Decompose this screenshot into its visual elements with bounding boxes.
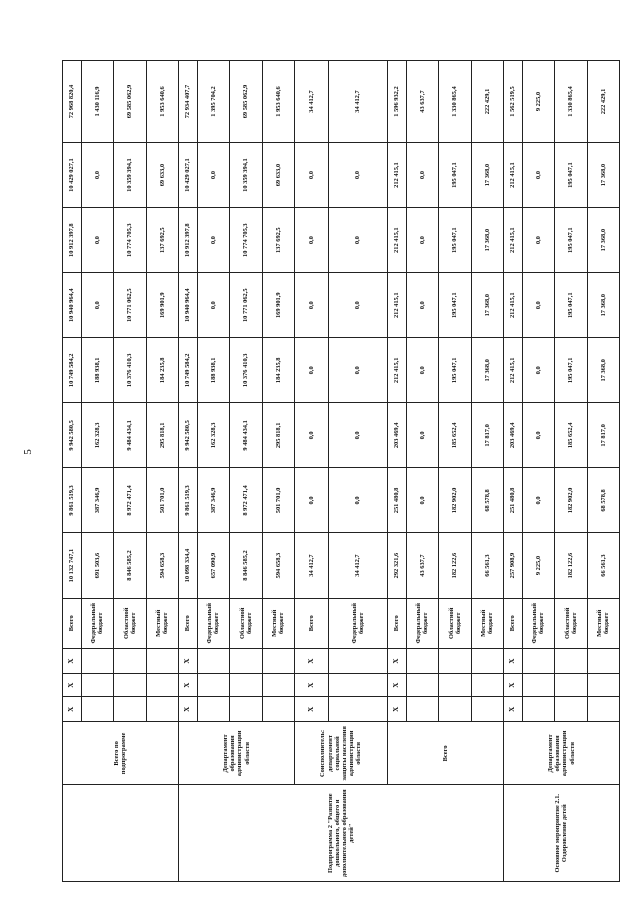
value-cell: 0,0 [294,208,328,273]
value-cell: 195 047,1 [439,143,471,208]
x-mark: X [388,674,407,697]
value-cell: 17 368,0 [587,143,619,208]
co-executor-social: Соисполнитель: департамент социальной защиты населения администрации области [294,722,387,785]
value-cell: 72 968 820,4 [63,61,82,143]
value-cell: 222 429,1 [471,61,503,143]
value-cell: 9 942 580,5 [178,403,197,468]
source-cell: Федеральный бюджет [522,598,554,648]
value-cell: 0,0 [294,338,328,403]
budget-table [62,60,620,882]
value-cell: 195 047,1 [439,208,471,273]
value-cell: 251 480,8 [388,468,407,533]
value-cell: 212 415,1 [503,338,522,403]
value-cell: 188 938,1 [197,338,229,403]
value-cell: 295 818,1 [262,403,294,468]
source-cell: Всего [178,598,197,648]
x-mark: X [294,674,328,697]
executor-dept-education: Департамент образования администрации области [503,722,619,785]
value-cell: 66 561,3 [471,533,503,598]
value-cell: 212 415,1 [503,208,522,273]
value-cell: 195 047,1 [555,208,587,273]
value-cell: 292 321,6 [388,533,407,598]
value-cell: 0,0 [294,273,328,338]
table-row [503,61,522,882]
subprogram-2-title: Подпрограмма 2 "Развитие дошкольного, общего и дополнительного образования детей" [178,785,503,882]
value-cell: 0,0 [328,403,387,468]
value-cell: 0,0 [406,338,438,403]
value-cell: 182 122,6 [439,533,471,598]
x-mark: X [178,648,197,673]
total-by-subprogram-label: Всего по подпрограмме [63,722,179,785]
value-cell: 68 578,8 [587,468,619,533]
value-cell: 0,0 [406,403,438,468]
value-cell: 10 749 584,2 [178,338,197,403]
source-cell: Федеральный бюджет [197,598,229,648]
value-cell: 203 469,4 [388,403,407,468]
value-cell: 17 368,0 [471,143,503,208]
value-cell: 185 652,4 [555,403,587,468]
page-number: 5 [22,449,34,455]
source-cell: Федеральный бюджет [328,598,387,648]
value-cell: 9 225,0 [522,533,554,598]
value-cell: 184 235,8 [262,338,294,403]
value-cell: 10 771 062,5 [114,273,146,338]
value-cell: 69 585 062,9 [114,61,146,143]
value-cell: 0,0 [406,143,438,208]
value-cell: 195 047,1 [555,273,587,338]
value-cell: 9 861 519,3 [178,468,197,533]
value-cell: 1 330 865,4 [439,61,471,143]
source-cell: Областной бюджет [439,598,471,648]
value-cell: 0,0 [522,468,554,533]
x-mark: X [63,674,82,697]
value-cell: 9 484 434,1 [230,403,262,468]
value-cell: 0,0 [81,143,113,208]
table-row [294,61,328,882]
value-cell: 501 701,0 [146,468,178,533]
value-cell: 0,0 [522,273,554,338]
value-cell: 34 412,7 [294,533,328,598]
value-cell: 69 633,0 [262,143,294,208]
source-cell: Местный бюджет [262,598,294,648]
value-cell: 34 412,7 [328,533,387,598]
value-cell: 72 934 407,7 [178,61,197,143]
value-cell: 10 774 705,3 [230,208,262,273]
value-cell: 212 415,1 [388,143,407,208]
budget-table-rotated [62,60,620,882]
value-cell: 0,0 [522,403,554,468]
value-cell: 387 346,9 [81,468,113,533]
value-cell: 10 912 397,8 [178,208,197,273]
value-cell: 10 132 747,1 [63,533,82,598]
x-mark: X [63,648,82,673]
value-cell: 17 817,0 [587,403,619,468]
value-cell: 0,0 [197,143,229,208]
x-mark: X [294,697,328,722]
value-cell: 162 328,3 [197,403,229,468]
value-cell: 17 368,0 [587,338,619,403]
value-cell: 69 585 062,9 [230,61,262,143]
value-cell: 9 861 519,3 [63,468,82,533]
value-cell: 10 359 394,1 [230,143,262,208]
value-cell: 594 658,3 [262,533,294,598]
value-cell: 169 901,9 [262,273,294,338]
value-cell: 17 817,0 [471,403,503,468]
value-cell: 594 658,3 [146,533,178,598]
x-mark: X [503,697,522,722]
value-cell: 137 692,5 [146,208,178,273]
value-cell: 0,0 [294,143,328,208]
value-cell: 295 818,1 [146,403,178,468]
source-cell: Областной бюджет [555,598,587,648]
value-cell: 17 368,0 [587,273,619,338]
value-cell: 0,0 [522,208,554,273]
value-cell: 43 637,7 [406,61,438,143]
value-cell: 188 938,1 [81,338,113,403]
value-cell: 251 480,8 [503,468,522,533]
value-cell: 0,0 [294,468,328,533]
value-cell: 10 429 027,1 [63,143,82,208]
value-cell: 68 578,8 [471,468,503,533]
source-cell: Местный бюджет [146,598,178,648]
value-cell: 0,0 [522,338,554,403]
value-cell: 10 912 397,8 [63,208,82,273]
value-cell: 34 412,7 [294,61,328,143]
value-cell: 10 771 062,5 [230,273,262,338]
value-cell: 212 415,1 [388,273,407,338]
value-cell: 169 901,9 [146,273,178,338]
x-mark: X [178,697,197,722]
value-cell: 9 942 580,5 [63,403,82,468]
x-mark: X [178,674,197,697]
value-cell: 8 846 585,2 [114,533,146,598]
value-cell: 66 561,3 [587,533,619,598]
value-cell: 212 415,1 [503,273,522,338]
value-cell: 195 047,1 [439,338,471,403]
source-cell: Всего [503,598,522,648]
value-cell: 182 902,0 [555,468,587,533]
source-cell: Федеральный бюджет [81,598,113,648]
x-mark: X [63,697,82,722]
value-cell: 0,0 [328,143,387,208]
value-cell: 0,0 [522,143,554,208]
value-cell: 212 415,1 [388,338,407,403]
value-cell: 17 368,0 [471,208,503,273]
value-cell: 0,0 [406,208,438,273]
source-cell: Всего [294,598,328,648]
value-cell: 10 359 394,1 [114,143,146,208]
value-cell: 137 692,5 [262,208,294,273]
value-cell: 10 774 705,3 [114,208,146,273]
x-mark: X [503,648,522,673]
value-cell: 195 047,1 [555,143,587,208]
value-cell: 8 846 585,2 [230,533,262,598]
value-cell: 69 633,0 [146,143,178,208]
value-cell: 0,0 [197,208,229,273]
value-cell: 10 940 964,4 [178,273,197,338]
executor-dept-education: Департамент образования администрации области [178,722,294,785]
value-cell: 1 430 116,9 [81,61,113,143]
value-cell: 184 235,8 [146,338,178,403]
value-cell: 34 412,7 [328,61,387,143]
main-activity-2-1-title: Основное мероприятие 2.1. Оздоровление детей [503,785,619,882]
source-cell: Всего [63,598,82,648]
value-cell: 10 429 027,1 [178,143,197,208]
x-mark: X [294,648,328,673]
value-cell: 10 749 584,2 [63,338,82,403]
value-cell: 162 328,3 [81,403,113,468]
value-cell: 0,0 [81,273,113,338]
source-cell: Всего [388,598,407,648]
value-cell: 10 098 334,4 [178,533,197,598]
value-cell: 43 637,7 [406,533,438,598]
value-cell: 0,0 [328,273,387,338]
value-cell: 212 415,1 [503,143,522,208]
value-cell: 195 047,1 [555,338,587,403]
x-mark: X [388,648,407,673]
value-cell: 182 122,6 [555,533,587,598]
value-cell: 203 469,4 [503,403,522,468]
x-mark: X [503,674,522,697]
value-cell: 0,0 [406,468,438,533]
source-cell: Областной бюджет [230,598,262,648]
value-cell: 1 953 640,6 [146,61,178,143]
x-mark: X [388,697,407,722]
value-cell: 1 330 865,4 [555,61,587,143]
value-cell: 1 596 932,2 [388,61,407,143]
value-cell: 182 902,0 [439,468,471,533]
value-cell: 17 368,0 [587,208,619,273]
source-cell: Федеральный бюджет [406,598,438,648]
value-cell: 9 225,0 [522,61,554,143]
value-cell: 0,0 [406,273,438,338]
value-cell: 0,0 [328,208,387,273]
value-cell: 257 908,9 [503,533,522,598]
value-cell: 10 376 410,3 [114,338,146,403]
value-cell: 0,0 [197,273,229,338]
value-cell: 0,0 [294,403,328,468]
value-cell: 185 652,4 [439,403,471,468]
value-cell: 10 376 410,3 [230,338,262,403]
value-cell: 17 368,0 [471,338,503,403]
source-cell: Областной бюджет [114,598,146,648]
table-row [63,61,82,882]
value-cell: 1 562 519,5 [503,61,522,143]
value-cell: 501 701,0 [262,468,294,533]
value-cell: 0,0 [328,338,387,403]
value-cell: 195 047,1 [439,273,471,338]
value-cell: 1 395 704,2 [197,61,229,143]
value-cell: 222 429,1 [587,61,619,143]
value-cell: 1 953 640,6 [262,61,294,143]
value-cell: 387 346,9 [197,468,229,533]
table-row [388,61,407,882]
table-row [178,61,197,882]
value-cell: 657 090,9 [197,533,229,598]
value-cell: 10 940 964,4 [63,273,82,338]
value-cell: 0,0 [328,468,387,533]
subprogram-total-label: Всего [388,722,504,785]
source-cell: Местный бюджет [471,598,503,648]
source-cell: Местный бюджет [587,598,619,648]
value-cell: 8 972 471,4 [230,468,262,533]
value-cell: 8 972 471,4 [114,468,146,533]
value-cell: 17 368,0 [471,273,503,338]
value-cell: 691 503,6 [81,533,113,598]
value-cell: 9 484 434,1 [114,403,146,468]
value-cell: 0,0 [81,208,113,273]
value-cell: 212 415,1 [388,208,407,273]
